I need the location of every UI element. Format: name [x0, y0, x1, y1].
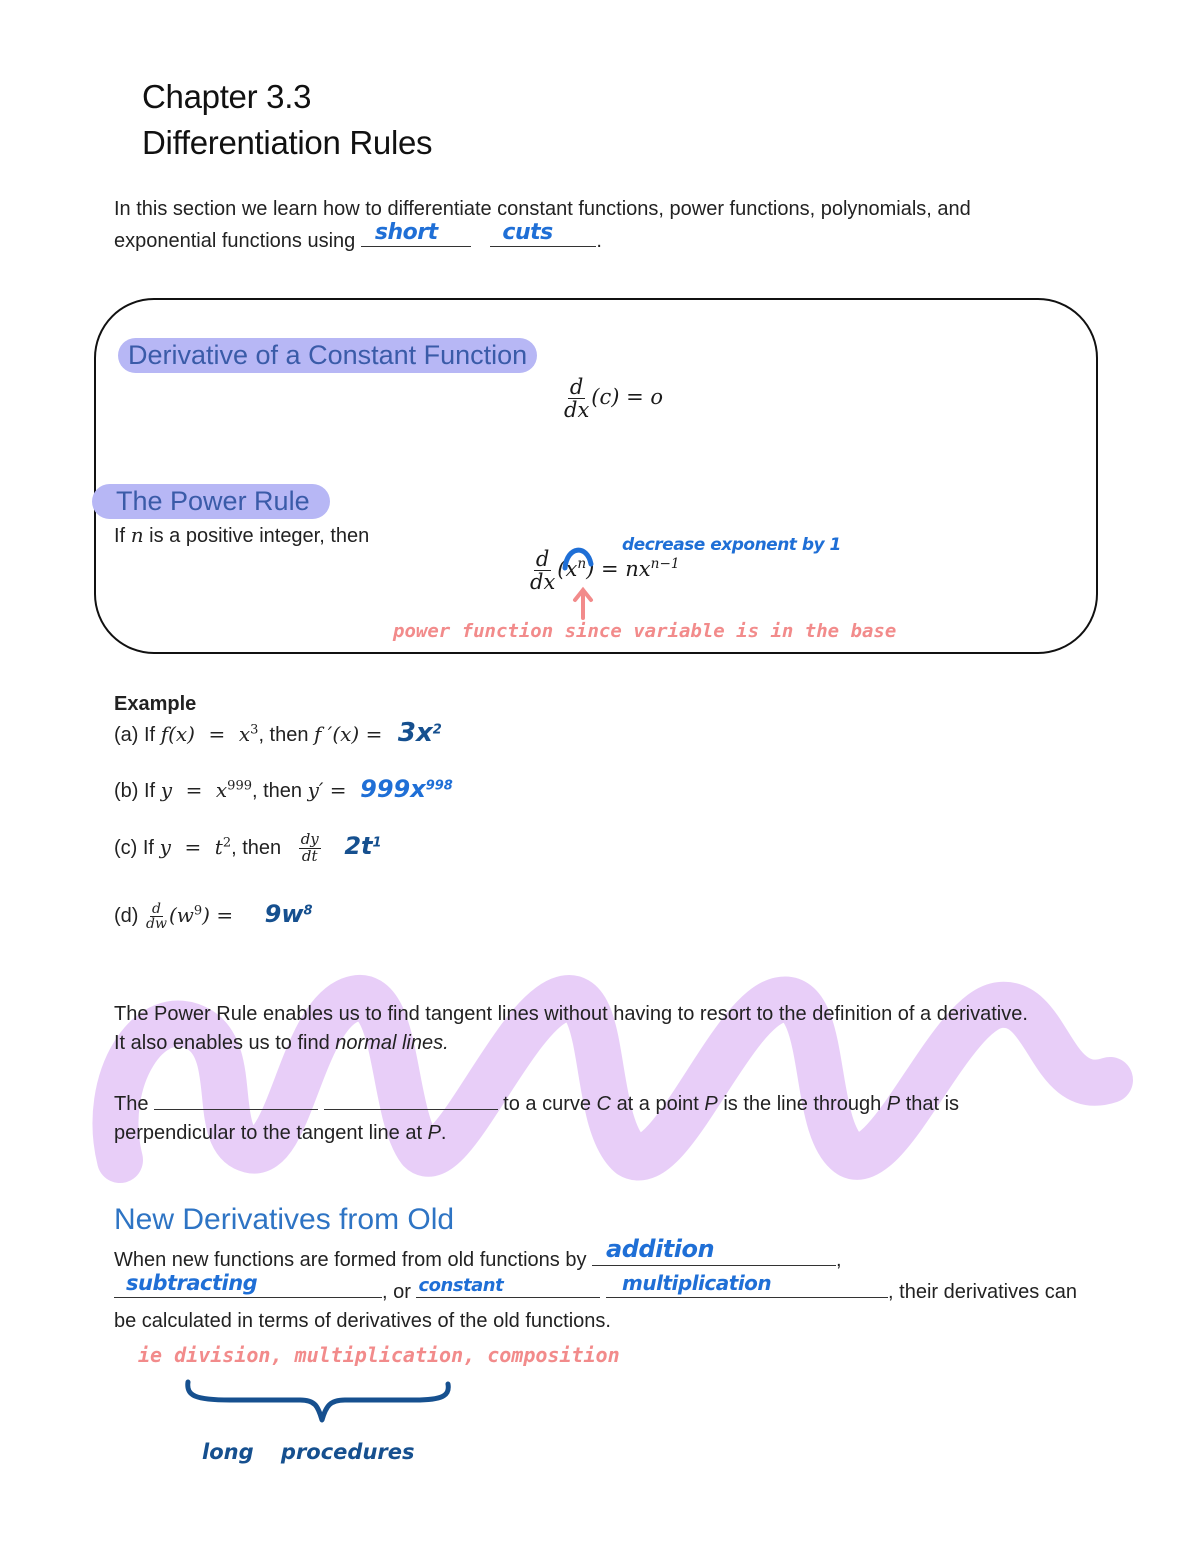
answer-d-exp: 8: [303, 903, 313, 919]
new-derivatives-line-2-suffix: , their derivatives can: [888, 1281, 1078, 1303]
dy-dt-fraction: [299, 832, 321, 865]
intro-line-1: In this section we learn how to differentiate constant functions, power functions, polynomials, and: [114, 198, 971, 220]
example-b-exp: 999: [227, 778, 252, 794]
note-ie-division: ie division, multiplication, composition: [138, 1343, 620, 1367]
power-paragraph-line-1: The Power Rule enables us to find tangent lines without having to resort to the definition of a derivative.: [114, 1003, 1028, 1025]
example-a-eq: =: [208, 722, 226, 746]
power-paragraph-line-2: [114, 1029, 1028, 1058]
handwritten-multiplication: multiplication: [622, 1271, 772, 1295]
example-c: [114, 832, 382, 865]
fraction-numerator: d: [569, 375, 584, 399]
example-d-prefix: (d): [114, 905, 139, 927]
example-b-y: y: [160, 778, 172, 802]
condition-if: If: [114, 525, 126, 547]
answer-c: 2t: [344, 832, 373, 860]
normal-def-that-is: that is: [905, 1093, 960, 1115]
power-paragraph: [114, 1000, 1028, 1058]
answer-a: 3x: [397, 718, 433, 748]
blank-multiplication: [606, 1271, 888, 1298]
power-base: x: [565, 557, 578, 582]
blank-normal-2: [324, 1087, 498, 1110]
d-numerator: d: [152, 900, 161, 917]
power-paragraph-line-2-prefix: It also enables us to find: [114, 1032, 330, 1054]
intro-line-2-prefix: exponential functions using: [114, 230, 356, 252]
d-dw-fraction: [144, 902, 169, 932]
constant-derivative-formula: [562, 376, 663, 421]
power-fraction-denominator: dx: [530, 570, 556, 595]
example-a-fprime: f ′(x) =: [314, 722, 383, 746]
power-exponent: n: [577, 556, 587, 573]
handwritten-short: short: [374, 220, 438, 245]
normal-def-to-curve: to a curve: [503, 1093, 591, 1115]
up-arrow-icon: [575, 590, 591, 618]
point-P-2: P: [886, 1093, 901, 1115]
blank-short: [361, 220, 471, 247]
new-derivatives-line-2: [114, 1271, 1078, 1307]
example-a-prefix: (a) If: [114, 724, 156, 746]
point-P-3: P: [427, 1122, 441, 1144]
curly-brace-icon: [180, 1376, 460, 1426]
fraction-denominator: dx: [564, 398, 590, 423]
dw-denominator: dw: [146, 916, 167, 933]
section-title: Differentiation Rules: [142, 124, 433, 161]
dt-denominator: dt: [301, 847, 318, 866]
or-text: , or: [382, 1281, 411, 1303]
example-a-fx: f(x): [160, 722, 195, 746]
purple-scribble-icon: [90, 960, 1140, 1200]
blank-cuts: [490, 220, 596, 247]
answer-c-exp: 1: [372, 835, 382, 851]
handwritten-constant: constant: [418, 1275, 504, 1296]
example-b-eq: =: [185, 778, 203, 802]
answer-d: 9w: [264, 900, 304, 928]
example-d-exp: 9: [193, 903, 203, 919]
curved-arrow-icon: [565, 550, 591, 568]
example-d-close: ) =: [202, 903, 234, 927]
note-long-procedures: long procedures: [202, 1440, 415, 1464]
d-dx-fraction: [562, 376, 591, 421]
constant-expression: (c) = o: [591, 385, 664, 410]
point-P: P: [704, 1093, 718, 1115]
chapter-title: Chapter 3.3: [142, 78, 312, 115]
normal-def-at-point: at a point: [616, 1093, 699, 1115]
example-a-x: x: [238, 722, 251, 746]
example-a-exp: 3: [250, 722, 259, 738]
new-derivatives-line-3: be calculated in terms of derivatives of the old functions.: [114, 1310, 611, 1332]
power-rule-heading: The Power Rule: [92, 484, 330, 519]
example-a-then: , then: [258, 724, 309, 746]
normal-def-is-line: is the line through: [723, 1093, 882, 1115]
normal-line-def-line-1: [114, 1087, 959, 1119]
example-a: [114, 718, 442, 748]
example-b: [114, 775, 453, 803]
power-fraction-numerator: d: [535, 547, 550, 571]
handwritten-subtracting: subtracting: [126, 1271, 258, 1295]
constant-function-heading: Derivative of a Constant Function: [118, 338, 537, 373]
new-derivatives-line-1-prefix: When new functions are formed from old functions by: [114, 1249, 587, 1271]
power-rhs: = nx: [601, 557, 651, 582]
normal-line-def-line-2: [114, 1119, 959, 1148]
note-power-function: power function since variable is in the base: [393, 620, 897, 642]
arrow-annotations: [555, 538, 615, 620]
example-label: Example: [114, 693, 197, 715]
example-c-prefix: (c) If: [114, 837, 154, 859]
dy-numerator: dy: [300, 830, 319, 849]
example-b-then: , then: [252, 780, 303, 802]
handwritten-addition: addition: [606, 1235, 715, 1263]
curve-C: C: [596, 1093, 611, 1115]
example-c-y: y: [159, 835, 171, 859]
normal-def-period: .: [440, 1122, 447, 1144]
normal-lines-italic: normal lines.: [335, 1032, 449, 1054]
blank-subtracting: [114, 1271, 382, 1298]
example-c-t: t: [214, 835, 223, 859]
example-b-yprime: y′ =: [307, 778, 347, 802]
new-derivatives-line-1: [114, 1235, 1077, 1275]
intro-line-2: [114, 220, 971, 256]
note-decrease-exponent: decrease exponent by 1: [622, 535, 841, 555]
condition-text: is a positive integer, then: [149, 525, 370, 547]
example-d-w: (w: [168, 903, 194, 927]
answer-b-exp: 998: [425, 778, 453, 794]
intro-paragraph: [114, 195, 971, 256]
power-rule-condition: [114, 521, 369, 551]
example-b-x: x: [215, 778, 228, 802]
example-c-eq: =: [184, 835, 202, 859]
example-b-prefix: (b) If: [114, 780, 156, 802]
new-derivatives-heading: New Derivatives from Old: [114, 1203, 455, 1236]
normal-def-the: The: [114, 1093, 149, 1115]
intro-period: .: [596, 230, 602, 252]
example-c-then: , then: [231, 837, 282, 859]
normal-def-perpendicular: perpendicular to the tangent line at: [114, 1122, 422, 1144]
comma: ,: [836, 1249, 842, 1271]
normal-line-definition: [114, 1087, 959, 1148]
power-rhs-exponent: n−1: [650, 556, 680, 573]
handwritten-cuts: cuts: [502, 220, 553, 245]
example-c-exp: 2: [222, 835, 232, 851]
blank-addition: [592, 1235, 836, 1266]
answer-a-exp: 2: [432, 722, 442, 738]
blank-constant: [416, 1275, 600, 1298]
answer-b: 999x: [360, 775, 426, 803]
condition-variable-n: n: [130, 523, 144, 547]
power-rule-formula: $\frac{d}{dx}$ $(x^n) = nx^{n-1}$: [530, 547, 680, 595]
blank-normal-1: [154, 1087, 318, 1110]
d-dx-fraction-power: [528, 548, 557, 593]
example-d: [114, 900, 313, 932]
new-derivatives-paragraph: [114, 1235, 1078, 1336]
